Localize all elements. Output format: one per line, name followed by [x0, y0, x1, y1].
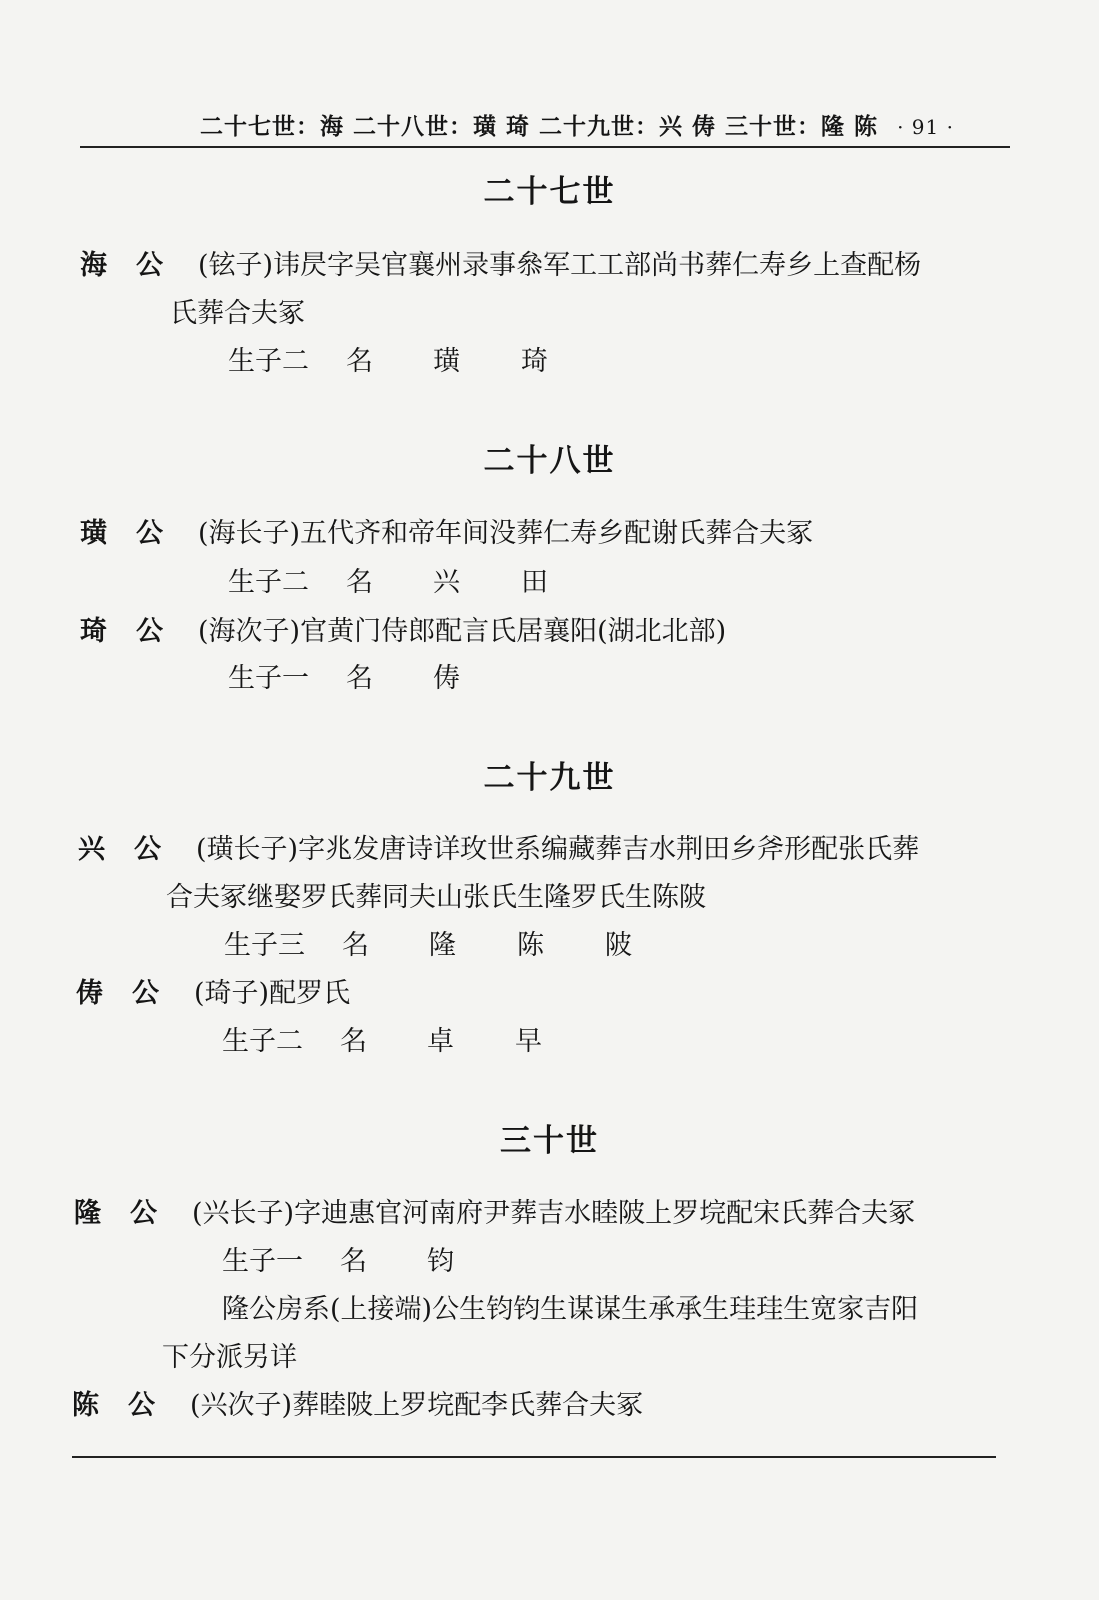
top-rule	[80, 146, 1010, 148]
entry-line: (琦子)配罗氏	[194, 978, 351, 1009]
running-header	[200, 108, 1000, 148]
generation-heading-29: 二十九世	[483, 760, 616, 796]
generation-heading-30: 三十世	[500, 1123, 599, 1159]
ming-label: 名	[346, 663, 373, 694]
ming-label: 名	[340, 1026, 367, 1057]
running-title: 二十七世：海 二十八世：璜 琦 二十九世：兴 俦 三十世：隆 陈	[200, 114, 879, 140]
son-name: 卓	[427, 1026, 454, 1057]
ming-label: 名	[342, 930, 369, 961]
son-name: 琦	[521, 346, 548, 377]
entry-name-huang	[80, 514, 163, 554]
son-name: 陈	[517, 930, 544, 961]
entry-name-chou	[76, 974, 159, 1014]
sons-label: 生子二	[228, 346, 309, 377]
entry-gong: 公	[136, 250, 163, 281]
son-name: 早	[515, 1026, 542, 1057]
entry-gong: 公	[136, 616, 163, 647]
entry-note: 隆公房系(上接端)公生钧钧生谋谋生承承生珪珪生宽家吉阳	[222, 1294, 919, 1325]
entry-name-text: 璜	[80, 518, 107, 549]
sons-line-qi	[228, 659, 628, 699]
ming-label: 名	[340, 1246, 367, 1277]
son-name: 隆	[429, 930, 456, 961]
page-number: · 91 ·	[897, 115, 954, 139]
sons-label: 生子一	[228, 663, 309, 694]
sons-label: 生子三	[224, 930, 305, 961]
entry-gong: 公	[130, 1198, 157, 1229]
entry-name-text: 兴	[78, 834, 105, 865]
son-name: 田	[521, 567, 548, 598]
entry-line: (海长子)五代齐和帝年间没葬仁寿乡配谢氏葬合夫冢	[198, 518, 814, 549]
sons-label: 生子一	[222, 1246, 303, 1277]
son-name: 兴	[433, 567, 460, 598]
entry-line: (海次子)官黄门侍郎配言氏居襄阳(湖北北部)	[198, 616, 727, 647]
entry-name-text: 海	[80, 250, 107, 281]
bottom-rule	[72, 1456, 996, 1458]
ming-label: 名	[346, 567, 373, 598]
entry-name-text: 隆	[74, 1198, 101, 1229]
entry-gong: 公	[136, 518, 163, 549]
entry-name-long	[74, 1194, 157, 1234]
entry-name-text: 琦	[80, 616, 107, 647]
son-name: 钧	[427, 1246, 454, 1277]
generation-heading-27: 二十七世	[483, 174, 616, 210]
entry-line: 合夫冢继娶罗氏葬同夫山张氏生隆罗氏生陈陂	[166, 882, 706, 913]
entry-line: (铉子)讳昃字吴官襄州录事叅军工工部尚书葬仁寿乡上查配杨	[198, 250, 922, 281]
sons-line-xing	[224, 926, 684, 966]
son-name: 璜	[433, 346, 460, 377]
sons-line-chou	[222, 1022, 622, 1062]
entry-line: (兴长子)字迪惠官河南府尹葬吉水睦陂上罗垸配宋氏葬合夫冢	[192, 1198, 916, 1229]
sons-line-huang	[228, 563, 628, 603]
entry-gong: 公	[132, 978, 159, 1009]
entry-name-hai	[80, 246, 163, 286]
entry-name-qi	[80, 612, 163, 652]
sons-label: 生子二	[228, 567, 309, 598]
entry-gong: 公	[134, 834, 161, 865]
entry-name-chen	[72, 1386, 155, 1426]
sons-line-hai	[228, 342, 628, 382]
entry-name-xing	[78, 830, 161, 870]
generation-heading-28: 二十八世	[483, 443, 616, 479]
ming-label: 名	[346, 346, 373, 377]
entry-name-text: 俦	[76, 978, 103, 1009]
sons-line-long	[222, 1242, 622, 1282]
entry-gong: 公	[128, 1390, 155, 1421]
entry-name-text: 陈	[72, 1390, 99, 1421]
entry-note: 下分派另详	[162, 1342, 297, 1373]
entry-line: 氏葬合夫冢	[170, 298, 305, 329]
son-name: 陂	[605, 930, 632, 961]
son-name: 俦	[433, 663, 460, 694]
entry-line: (璜长子)字兆发唐诗详玫世系编藏葬吉水荆田乡斧形配张氏葬	[196, 834, 920, 865]
entry-line: (兴次子)葬睦陂上罗垸配李氏葬合夫冢	[190, 1390, 644, 1421]
sons-label: 生子二	[222, 1026, 303, 1057]
